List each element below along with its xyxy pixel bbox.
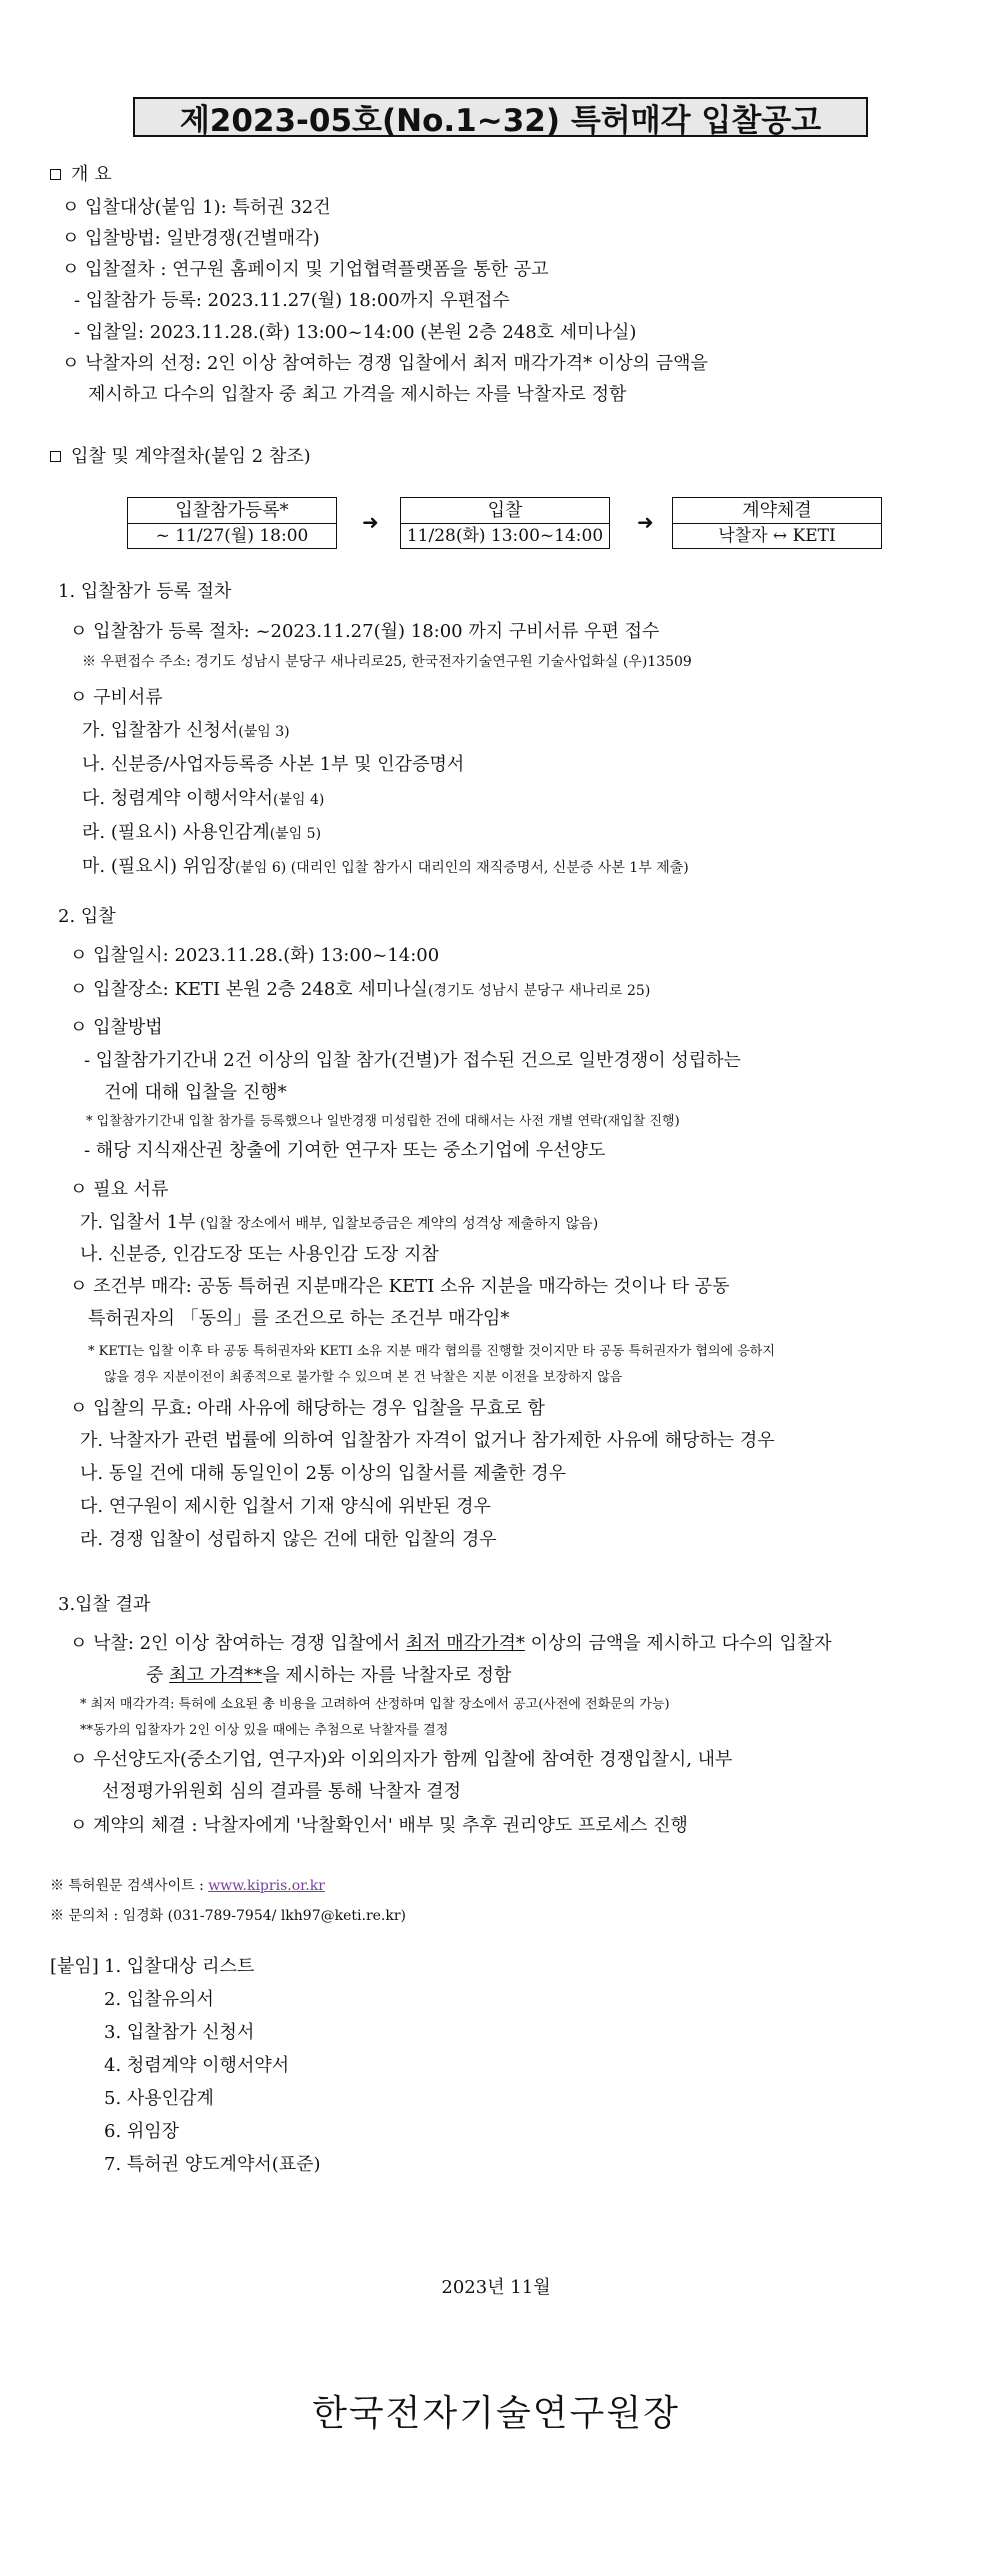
bid-void-item: 가. 낙찰자가 관련 법률에 의하여 입찰참가 자격이 없거나 참가제한 사유에 해당하는 경우 — [80, 1430, 775, 1451]
award-note: * 최저 매각가격: 특허에 소요된 총 비용을 고려하여 산정하며 입찰 장소에서 공고(사전에 전화문의 가능) — [80, 1697, 670, 1712]
attachment-item: 4. 청렴계약 이행서약서 — [104, 2055, 290, 2076]
doc-item: 다. 청렴계약 이행서약서(붙임 4) — [82, 788, 325, 809]
bid-void-item: 나. 동일 건에 대해 동일인이 2통 이상의 입찰서를 제출한 경우 — [80, 1463, 566, 1484]
patent-search-site: ※ 특허원문 검색사이트 : www.kipris.or.kr — [50, 1878, 325, 1894]
bid-method-line: - 입찰참가기간내 2건 이상의 입찰 참가(건별)가 접수된 건으로 일반경쟁이 성립하는 — [84, 1050, 741, 1071]
bid-void: ㅇ 입찰의 무효: 아래 사유에 해당하는 경우 입찰을 무효로 함 — [70, 1398, 545, 1419]
bid-method-line: 건에 대해 입찰을 진행* — [104, 1082, 287, 1103]
doc-item: 마. (필요시) 위임장(붙임 6) (대리인 입찰 참가시 대리인의 재직증명서, 신분증 사본 1부 제출) — [82, 856, 689, 877]
notice-date: 2023년 11월 — [441, 2277, 551, 2298]
conditional-note: * KETI는 입찰 이후 타 공동 특허권자와 KETI 소유 지분 매각 협의를 진행할 것이지만 타 공동 특허권자가 협의에 응하지 — [88, 1344, 775, 1359]
flow-step-head: 입찰참가등록* — [128, 498, 336, 524]
bid-void-item: 다. 연구원이 제시한 입찰서 기재 양식에 위반된 경우 — [80, 1496, 491, 1517]
doc-item: 가. 입찰참가 신청서(붙임 3) — [82, 720, 290, 741]
conditional-sale: ㅇ 조건부 매각: 공동 특허권 지분매각은 KETI 소유 지분을 매각하는 것이나 타 공동 — [70, 1276, 730, 1297]
attachment-item: 5. 사용인감계 — [104, 2088, 214, 2109]
conditional-sale: 특허권자의 「동의」를 조건으로 하는 조건부 매각임* — [88, 1308, 510, 1329]
attachment-item: 1. 입찰대상 리스트 — [104, 1956, 255, 1977]
square-bullet-icon — [50, 169, 61, 180]
required-doc-item: 가. 입찰서 1부 (입찰 장소에서 배부, 입찰보증금은 계약의 성격상 제출하지 않음) — [80, 1212, 599, 1233]
attachment-item: 2. 입찰유의서 — [104, 1989, 214, 2010]
overview-item: 제시하고 다수의 입찰자 중 최고 가격을 제시하는 자를 낙찰자로 정함 — [88, 384, 627, 405]
award-line: 중 최고 가격**을 제시하는 자를 낙찰자로 정함 — [146, 1665, 512, 1686]
flow-step-body: ~ 11/27(월) 18:00 — [155, 526, 309, 546]
issuer-name: 한국전자기술연구원장 — [312, 2393, 680, 2434]
required-docs: ㅇ 필요 서류 — [70, 1179, 169, 1200]
flow-step-body: 낙찰자 ↔ KETI — [718, 526, 836, 546]
bid-date: ㅇ 입찰일시: 2023.11.28.(화) 13:00~14:00 — [70, 945, 440, 966]
bid-place: ㅇ 입찰장소: KETI 본원 2층 248호 세미나실(경기도 성남시 분당구 새나리로 25) — [70, 979, 651, 1000]
page-title: 제2023-05호(No.1~32) 특허매각 입찰공고 — [133, 97, 868, 137]
overview-item: - 입찰일: 2023.11.28.(화) 13:00~14:00 (본원 2층 248호 세미나실) — [74, 322, 637, 343]
section1-note: ※ 우편접수 주소: 경기도 성남시 분당구 새나리로25, 한국전자기술연구원 기술사업화실 (우)13509 — [82, 654, 692, 670]
required-doc-item: 나. 신분증, 인감도장 또는 사용인감 도장 지참 — [80, 1244, 439, 1265]
bid-method-line: - 해당 지식재산권 창출에 기여한 연구자 또는 중소기업에 우선양도 — [84, 1140, 606, 1161]
priority-line: ㅇ 우선양도자(중소기업, 연구자)와 이외의자가 함께 입찰에 참여한 경쟁입찰시, 내부 — [70, 1749, 733, 1770]
contract-line: ㅇ 계약의 체결 : 낙찰자에게 '낙찰확인서' 배부 및 추후 권리양도 프로세스 진행 — [70, 1815, 688, 1836]
bid-method: ㅇ 입찰방법 — [70, 1017, 163, 1038]
arrow-right-icon: ➜ — [637, 510, 654, 534]
kipris-link[interactable]: www.kipris.or.kr — [208, 1878, 325, 1894]
section1-line: ㅇ 입찰참가 등록 절차: ~2023.11.27(월) 18:00 까지 구비서류 우편 접수 — [70, 621, 660, 642]
section1-heading: 1. 입찰참가 등록 절차 — [58, 581, 232, 602]
doc-item: 라. (필요시) 사용인감계(붙임 5) — [82, 822, 322, 843]
doc-item: 나. 신분증/사업자등록증 사본 1부 및 인감증명서 — [82, 754, 465, 775]
overview-item: ㅇ 입찰절차 : 연구원 홈페이지 및 기업협력플랫폼을 통한 공고 — [62, 259, 549, 280]
flow-step-contract — [672, 497, 882, 549]
overview-item: ㅇ 입찰방법: 일반경쟁(건별매각) — [62, 228, 320, 249]
flow-step-body: 11/28(화) 13:00~14:00 — [406, 526, 604, 546]
attachment-item: 6. 위임장 — [104, 2121, 180, 2142]
overview-item: - 입찰참가 등록: 2023.11.27(월) 18:00까지 우편접수 — [74, 290, 510, 311]
overview-heading: 개 요 — [50, 163, 112, 187]
priority-line: 선정평가위원회 심의 결과를 통해 낙찰자 결정 — [102, 1781, 461, 1802]
flow-step-head: 계약체결 — [673, 498, 881, 524]
section1-line: ㅇ 구비서류 — [70, 687, 163, 708]
section2-heading: 2. 입찰 — [58, 906, 116, 927]
conditional-note: 않을 경우 지분이전이 최종적으로 불가할 수 있으며 본 건 낙찰은 지분 이전을 보장하지 않음 — [104, 1370, 623, 1385]
flow-step-head: 입찰 — [401, 498, 609, 524]
award-note: **동가의 입찰자가 2인 이상 있을 때에는 추첨으로 낙찰자를 결정 — [80, 1723, 449, 1738]
attachment-item: 3. 입찰참가 신청서 — [104, 2022, 255, 2043]
arrow-right-icon: ➜ — [362, 510, 379, 534]
section3-heading: 3.입찰 결과 — [58, 1594, 151, 1615]
flow-step-registration — [127, 497, 337, 549]
overview-item: ㅇ 입찰대상(붙임 1): 특허권 32건 — [62, 197, 331, 218]
award-line: ㅇ 낙찰: 2인 이상 참여하는 경쟁 입찰에서 최저 매각가격* 이상의 금액을 제시하고 다수의 입찰자 — [70, 1633, 832, 1654]
bid-void-item: 라. 경쟁 입찰이 성립하지 않은 건에 대한 입찰의 경우 — [80, 1529, 497, 1550]
overview-item: ㅇ 낙찰자의 선정: 2인 이상 참여하는 경쟁 입찰에서 최저 매각가격* 이상의 금액을 — [62, 353, 708, 374]
procedure-heading: 입찰 및 계약절차(붙임 2 참조) — [50, 445, 311, 469]
square-bullet-icon — [50, 451, 61, 462]
flow-step-bid — [400, 497, 610, 549]
inquiry-contact: ※ 문의처 : 임경화 (031-789-7954/ lkh97@keti.re.kr) — [50, 1908, 407, 1924]
bid-method-note: * 입찰참가기간내 입찰 참가를 등록했으나 일반경쟁 미성립한 건에 대해서는 사전 개별 연락(재입찰 진행) — [86, 1114, 680, 1129]
attachment-item: 7. 특허권 양도계약서(표준) — [104, 2154, 321, 2175]
attachment-label: [붙임] — [50, 1956, 99, 1977]
